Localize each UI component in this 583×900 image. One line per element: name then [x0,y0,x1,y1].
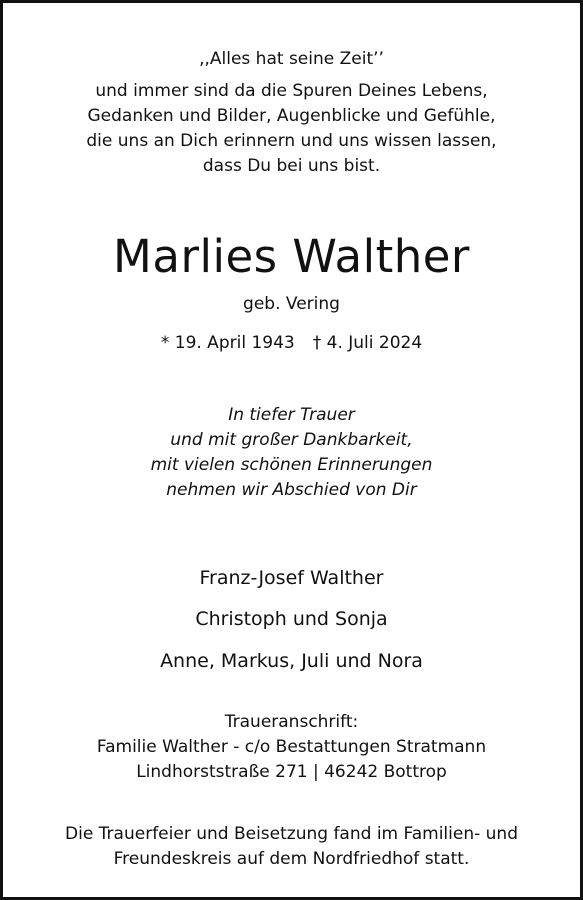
deceased-name: Marlies Walther [113,230,470,283]
quote-line: und immer sind da die Spuren Deines Lebens, [95,81,488,101]
quote-line: die uns an Dich erinnern und uns wissen lassen, [86,131,497,151]
notice-line: Die Trauerfeier und Beisetzung fand im Familien- und [65,824,518,844]
mourner-name: Anne, Markus, Juli und Nora [160,650,423,672]
quote-title: ,,Alles hat seine Zeit’’ [199,49,384,69]
birth-name: geb. Vering [243,294,340,314]
farewell-line: mit vielen schönen Erinnerungen [150,455,433,475]
life-dates [3,331,580,355]
farewell-line: und mit großer Dankbarkeit, [170,430,413,450]
farewell-line: nehmen wir Abschied von Dir [166,480,417,500]
birth-date: * 19. April 1943 [160,333,295,353]
quote-line: dass Du bei uns bist. [202,156,381,176]
address-heading: Traueranschrift: [224,712,359,732]
address-line: Lindhorststraße 271 | 46242 Bottrop [136,762,447,782]
quote-line: Gedanken und Bilder, Augenblicke und Gefühle, [87,106,496,126]
farewell-line: In tiefer Trauer [228,405,355,425]
address-line: Familie Walther - c/o Bestattungen Stratmann [96,737,487,757]
mourner-name: Christoph und Sonja [195,608,388,630]
death-date: † 4. Juli 2024 [312,333,423,353]
mourner-name: Franz-Josef Walther [199,567,384,589]
notice-line: Freundeskreis auf dem Nordfriedhof statt. [113,849,470,869]
